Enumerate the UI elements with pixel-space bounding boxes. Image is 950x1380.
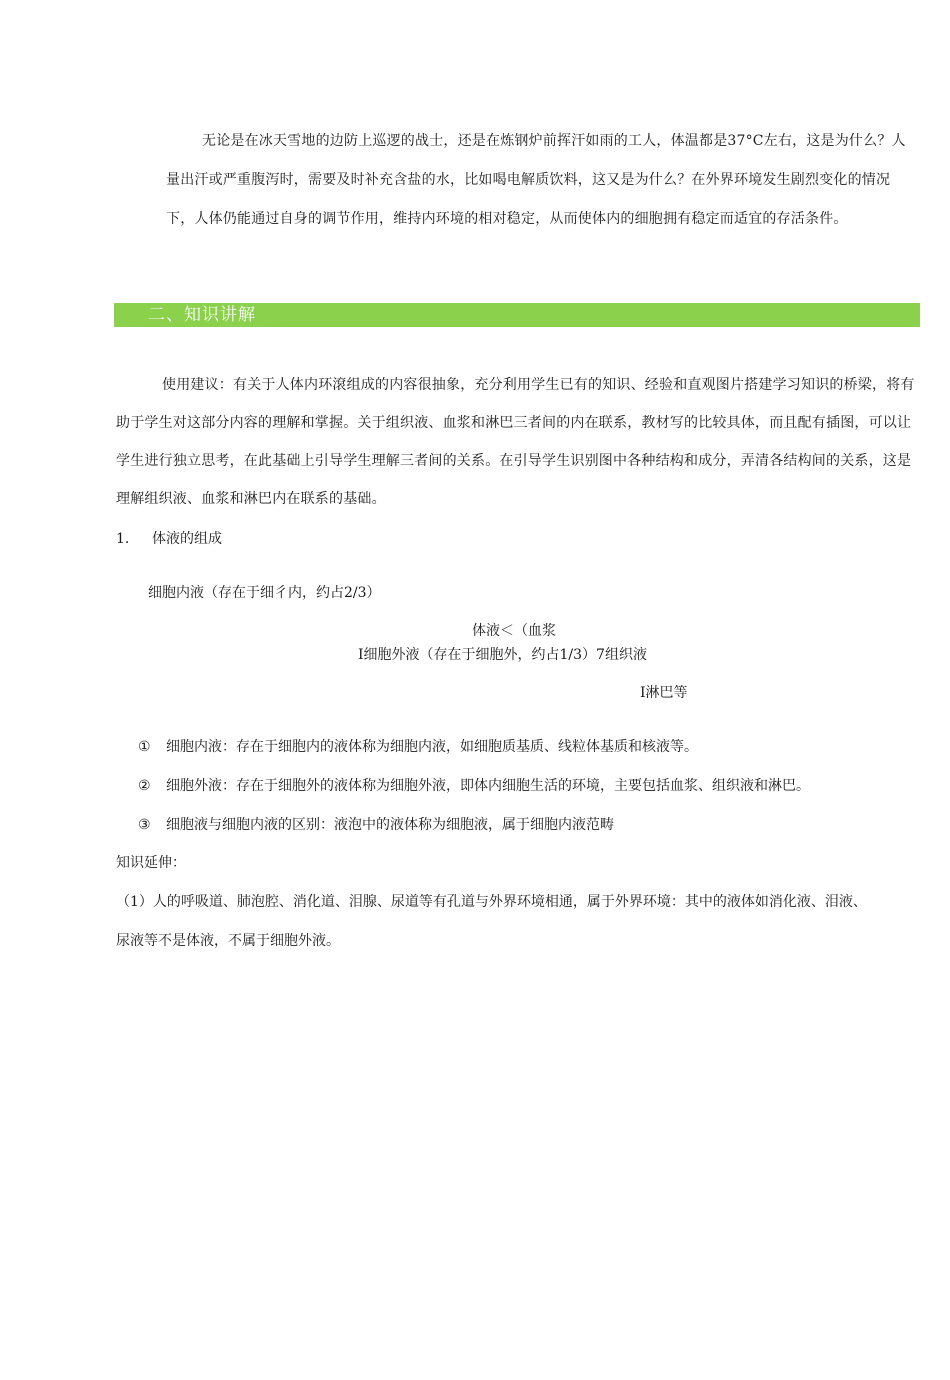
list-marker: ①: [138, 739, 151, 755]
diagram-extracellular-line: I细胞外液（存在于细胞外，约占1/3）7组织液: [358, 647, 647, 663]
section-header-bar: [114, 303, 920, 327]
heading-number: 1.: [116, 531, 130, 547]
list-item-text: 细胞外液：存在于细胞外的液体称为细胞外液，即体内细胞生活的环境，主要包括血浆、组织液和淋巴。: [166, 778, 810, 794]
heading-text: 体液的组成: [152, 531, 222, 547]
diagram-body-fluid-line: 体液＜（血浆: [472, 623, 556, 639]
usage-advice-paragraph: 使用建议：有关于人体内环滾组成的内容很抽象，充分利用学生已有的知识、经验和直观图片搭建学习知识的桥梁，将有助于学生对这部分内容的理解和掌握。关于组织液、血浆和淋巴三者间的内在联系，教材写的比较具体，而且配有插图，可以让学生进行独立思考，在此基础上引导学生理解三者间的关系。在引导学生识别图中各种结构和成分，弄清各结构间的关系，这是理解组织液、血浆和淋巴内在联系的基础。: [116, 377, 915, 507]
list-item: [138, 776, 810, 796]
list-item: [138, 737, 698, 757]
heading-body-fluid-composition: [116, 529, 222, 549]
diagram-intracellular-line: 细胞内液（存在于细彳内，约占2/3）: [148, 585, 381, 601]
extension-line-1: （1）人的呼吸道、肺泡腔、消化道、泪腺、尿道等有孔道与外界环境相通，属于外界环境：其中的液体如消化液、泪液、: [116, 894, 867, 910]
list-marker: ③: [138, 817, 151, 833]
section-title: 二、知识讲解: [148, 305, 256, 325]
extension-label: 知识延伸：: [116, 855, 186, 871]
list-marker: ②: [138, 778, 151, 794]
list-item-text: 细胞液与细胞内液的区别：液泡中的液体称为细胞液，属于细胞内液范畴: [166, 817, 614, 833]
list-item: [138, 815, 614, 835]
list-item-text: 细胞内液：存在于细胞内的液体称为细胞内液，如细胞质基质、线粒体基质和核液等。: [166, 739, 698, 755]
diagram-lymph-line: I淋巴等: [640, 685, 688, 701]
intro-paragraph: 无论是在冰天雪地的边防上巡逻的战士，还是在炼钢炉前挥汗如雨的工人，体温都是37°C左右，这是为什么？人量出汗或严重腹泻时，需要及时补充含盐的水，比如喝电解质饮料，这又是为什么？在外界环境发生剧烈变化的情况下，人体仍能通过自身的调节作用，维持内环境的相对稳定，从而使体内的细胞拥有稳定而适宜的存活条件。: [166, 133, 906, 227]
extension-line-2: 尿液等不是体液，不属于细胞外液。: [116, 933, 340, 949]
